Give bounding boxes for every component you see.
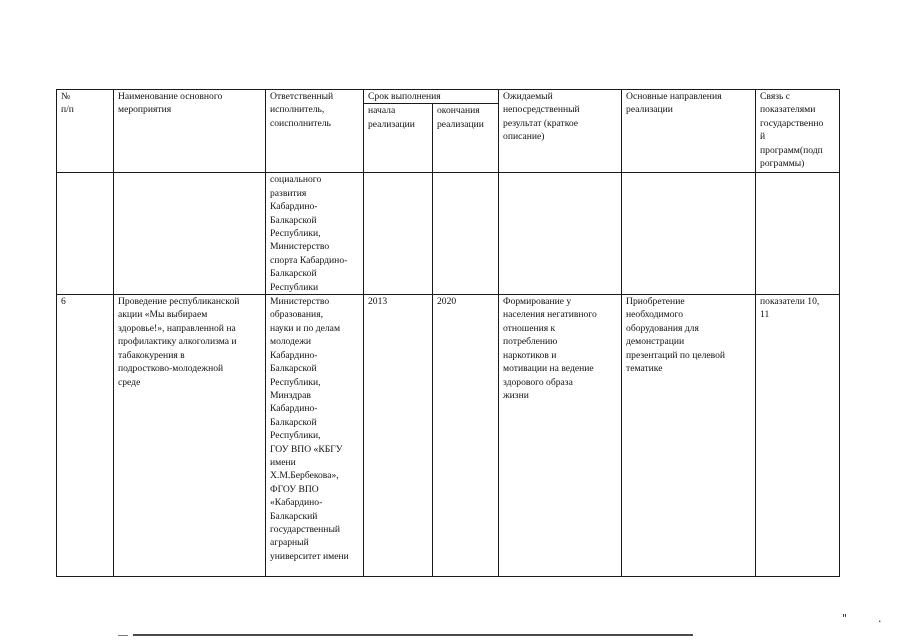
row-link-text: показатели 10, 11 — [760, 296, 820, 321]
row-name — [114, 173, 266, 295]
header-period-text: Срок выполнения — [368, 91, 441, 102]
table-row — [57, 173, 840, 295]
row-start-text: 2013 — [368, 296, 388, 308]
row-result — [499, 295, 622, 577]
header-end-text: окончания реализации — [437, 105, 484, 130]
row-responsible-text: Министерство образования, науки и по делам молодежи Кабардино- Балкарской Республики, Минздрав Кабардино- Балкарской Республики, ГОУ ВПО «КБГУ имени Х.М.Бербекова», ФГОУ ВПО «Кабардино- Балкарский государственный аграрный университет имени — [270, 296, 349, 562]
header-result — [499, 90, 622, 173]
header-link — [756, 90, 840, 173]
scan-mark-left: " — [842, 612, 848, 625]
scan-line-left — [118, 635, 128, 636]
row-num-text: 6 — [61, 296, 66, 308]
row-result — [499, 173, 622, 295]
row-directions — [622, 173, 756, 295]
row-directions — [622, 295, 756, 577]
row-link — [756, 295, 840, 577]
row-directions-text: Приобретение необходимого оборудования для демонстрации презентаций по целевой тематике — [626, 296, 726, 375]
header-responsible — [266, 90, 364, 173]
program-activities-table — [56, 89, 840, 577]
header-responsible-text: Ответственный исполнитель, соисполнитель — [270, 91, 334, 129]
row-name-text: Проведение республиканской акции «Мы выбираем здоровье!», направленной на профилактику алкоголизма и табакокурения в подростково-молодежной среде — [118, 296, 240, 388]
row-num — [57, 295, 114, 577]
scan-line-bottom — [133, 634, 693, 638]
header-start — [364, 104, 433, 173]
header-result-text: Ожидаемый непосредственный результат (краткое описание) — [503, 91, 580, 143]
row-link — [756, 173, 840, 295]
row-name — [114, 295, 266, 577]
row-start — [364, 173, 433, 295]
row-start — [364, 295, 433, 577]
header-period — [364, 90, 499, 104]
row-end — [433, 173, 499, 295]
header-name — [114, 90, 266, 173]
row-end-text: 2020 — [437, 296, 457, 308]
row-responsible — [266, 295, 364, 577]
header-directions — [622, 90, 756, 173]
row-responsible — [266, 173, 364, 295]
header-directions-text: Основные направления реализации — [626, 91, 722, 116]
header-row-1 — [57, 90, 840, 104]
row-num — [57, 173, 114, 295]
header-name-text: Наименование основного мероприятия — [118, 91, 223, 116]
row-end — [433, 295, 499, 577]
row-result-text: Формирование у населения негативного отношения к потреблению наркотиков и мотивации на ведение здорового образа жизни — [503, 296, 597, 401]
table-row — [57, 295, 840, 577]
header-end — [433, 104, 499, 173]
header-link-text: Связь с показателями государственно й программ(подп рограммы) — [760, 91, 824, 170]
scan-mark-right: . — [878, 612, 882, 625]
header-num-text: № п/п — [61, 91, 74, 116]
row-responsible-text: социального развития Кабардино- Балкарской Республики, Министерство спорта Кабардино- Балкарской Республики — [270, 174, 348, 293]
header-num — [57, 90, 114, 173]
header-start-text: начала реализации — [368, 105, 415, 130]
